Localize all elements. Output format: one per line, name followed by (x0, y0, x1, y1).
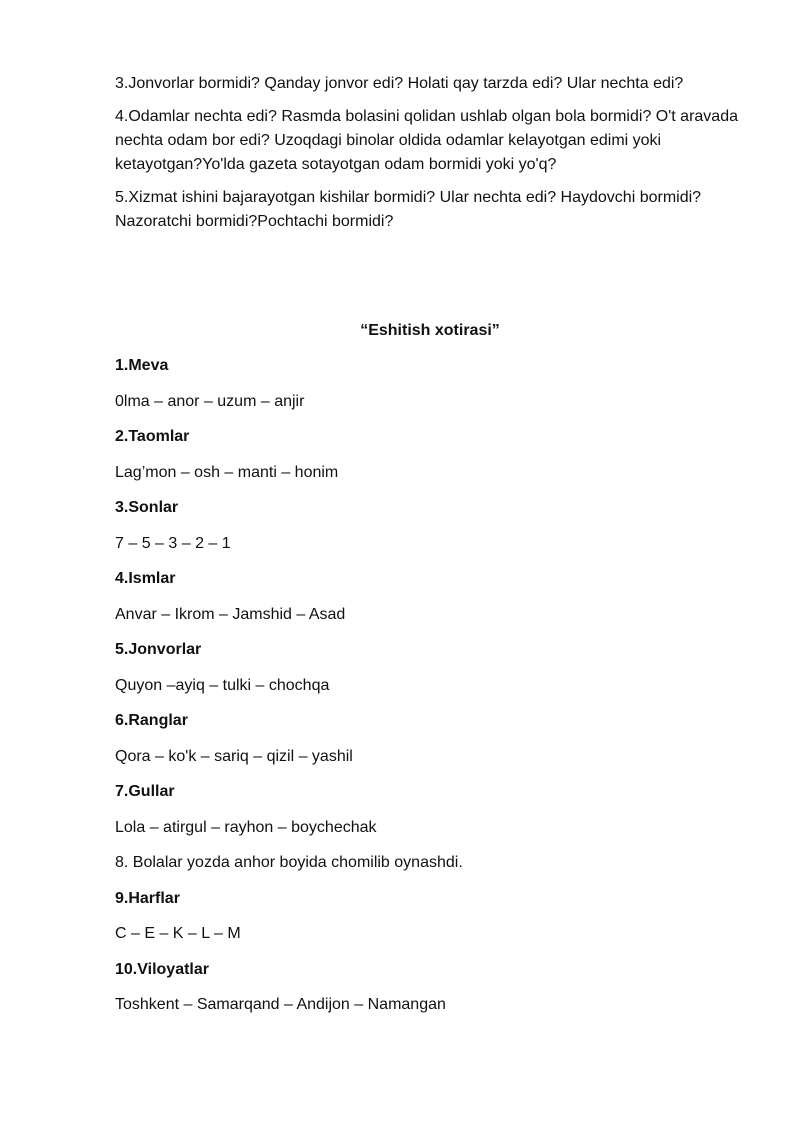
question-4: 4.Odamlar nechta edi? Rasmda bolasini qolidan ushlab olgan bola bormidi? O't aravada nechta odam bor edi? Uzoqdagi binolar oldida odamlar kelayotgan edimi yoki ketayotgan?Yo'lda gazeta sotayotgan odam bormidi yoki yo'q? (115, 108, 738, 173)
item-heading-viloyatlar: 10.Viloyatlar (115, 960, 209, 978)
question-5: 5.Xizmat ishini bajarayotgan kishilar bormidi? Ular nechta edi? Haydovchi bormidi? Nazoratchi bormidi?Pochtachi bormidi? (115, 189, 702, 230)
item-content-jonvorlar: Quyon –ayiq – tulki – chochqa (115, 676, 330, 694)
memory-list (115, 354, 745, 1017)
item-heading-ranglar: 6.Ranglar (115, 712, 188, 729)
item-content-gullar: Lola – atirgul – rayhon – boychechak (115, 818, 377, 836)
item-content-ranglar: Qora – ko'k – sariq – qizil – yashil (115, 747, 353, 765)
item-heading-sonlar: 3.Sonlar (115, 499, 179, 516)
item-content-meva: 0lma – anor – uzum – anjir (115, 392, 305, 410)
item-heading-meva: 1.Meva (115, 357, 169, 374)
item-heading-ismlar: 4.Ismlar (115, 570, 176, 587)
item-heading-gullar: 7.Gullar (115, 783, 175, 800)
item-heading-taomlar: 2.Taomlar (115, 428, 190, 445)
section-title: “Eshitish xotirasi” (360, 322, 500, 339)
document-page (115, 72, 745, 1029)
question-3: 3.Jonvorlar bormidi? Qanday jonvor edi? Holati qay tarzda edi? Ular nechta edi? (115, 75, 684, 92)
item-content-taomlar: Lag’mon – osh – manti – honim (115, 463, 339, 481)
item-content-sentence: 8. Bolalar yozda anhor boyida chomilib oynashdi. (115, 854, 463, 871)
item-content-viloyatlar: Toshkent – Samarqand – Andijon – Namangan (115, 996, 446, 1013)
item-heading-harflar: 9.Harflar (115, 889, 180, 907)
item-heading-jonvorlar: 5.Jonvorlar (115, 641, 202, 658)
item-content-harflar: C – E – K – L – M (115, 925, 241, 942)
item-content-ismlar: Anvar – Ikrom – Jamshid – Asad (115, 605, 346, 623)
item-content-sonlar: 7 – 5 – 3 – 2 – 1 (115, 534, 231, 552)
